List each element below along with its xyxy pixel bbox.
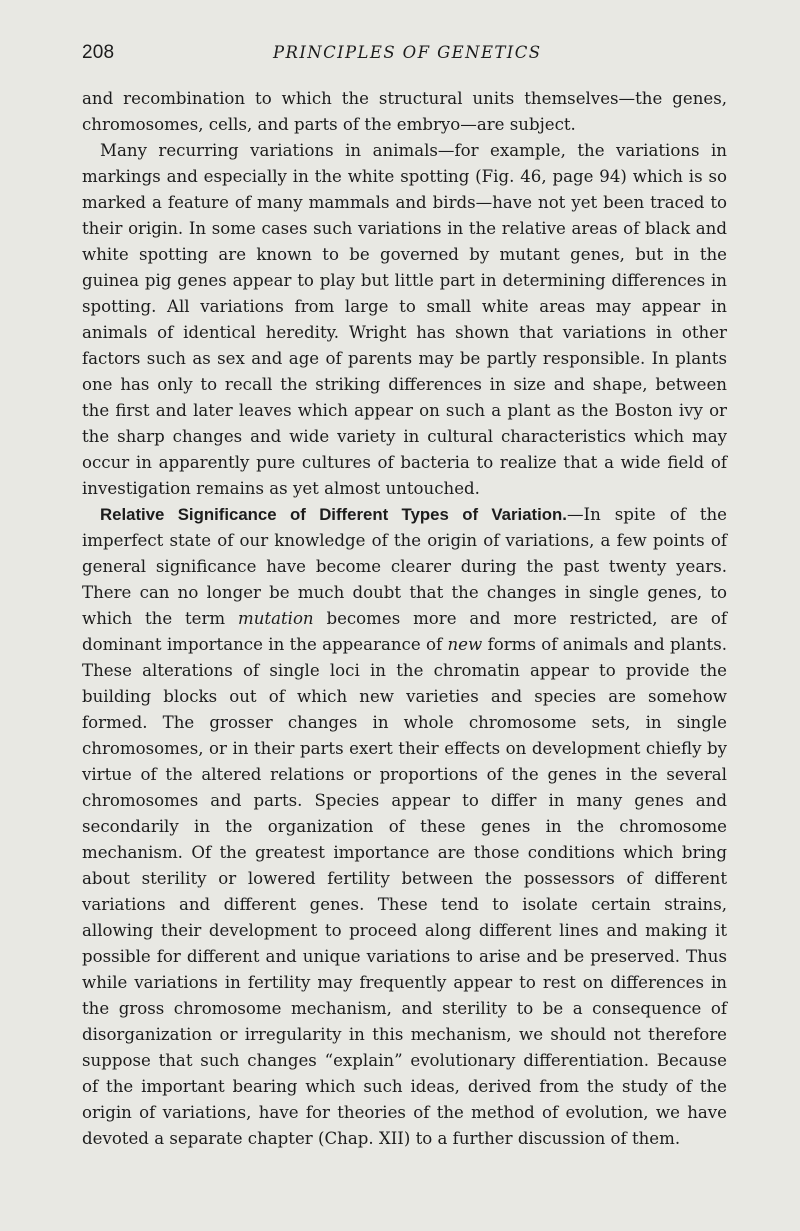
- paragraph-3-text-b: becomes more and more restricted, are of dominant importance in the appearance of: [82, 609, 727, 654]
- running-head: PRINCIPLES OF GENETICS: [273, 43, 542, 62]
- term-new: new: [447, 635, 483, 654]
- paragraph-3: [82, 502, 727, 1152]
- page-number: 208: [82, 42, 115, 63]
- paragraph-3-text-a: —In spite of the imperfect state of our knowledge of the origin of variations, a few points of general significance have become clearer during the past twenty years. There can no longer be much doubt that the changes in single genes, to which the term: [82, 505, 727, 628]
- paragraph-1: and recombination to which the structural units themselves—the genes, chromosomes, cells, and parts of the embryo—are subject.: [82, 89, 727, 134]
- paragraph-2: Many recurring variations in animals—for example, the variations in markings and especially in the white spotting (Fig. 46, page 94) which is so marked a feature of many mammals and birds—have not yet been traced to their origin. In some cases such variations in the relative areas of black and white spotting are known to be governed by mutant genes, but in the guinea pig genes appear to play but little part in determining differences in spotting. All variations from large to small white areas may appear in animals of identical heredity. Wright has shown that variations in other factors such as sex and age of parents may be partly responsible. In plants one has only to recall the striking differences in size and shape, between the first and later leaves which appear on such a plant as the Boston ivy or the sharp changes and wide variety in cultural characteristics which may occur in apparently pure cultures of bacteria to realize that a wide field of investigation remains as yet almost untouched.: [82, 141, 727, 498]
- paragraph-3-text-c: forms of animals and plants. These alterations of single loci in the chromatin appear to provide the building blocks out of which new varieties and species are somehow formed. The grosser changes in whole chromosome sets, in single chromosomes, or in their parts exert their effects on development chiefly by virtue of the altered relations or proportions of the genes in the several chromosomes and parts. Species appear to differ in many genes and secondarily in the organization of these genes in the chromosome mechanism. Of the greatest importance are those conditions which bring about sterility or lowered fertility between the possessors of different variations and different genes. These tend to isolate certain strains, allowing their development to proceed along different lines and making it possible for different and unique variations to arise and be preserved. Thus while variations in fertility may frequently appear to rest on differences in the gross chromosome mechanism, and sterility to be a consequence of disorganization or irregularity in this mechanism, we should not therefore suppose that such changes “explain” evolutionary differentiation. Because of the important bearing which such ideas, derived from the study of the origin of variations, have for theories of the method of evolution, we have devoted a separate chapter (Chap. XII) to a further discussion of them.: [82, 635, 727, 1148]
- section-heading: Relative Significance of Different Types of Variation.: [100, 505, 567, 524]
- page-header: [82, 42, 732, 72]
- body-text: [82, 86, 727, 1152]
- term-mutation: mutation: [237, 609, 314, 628]
